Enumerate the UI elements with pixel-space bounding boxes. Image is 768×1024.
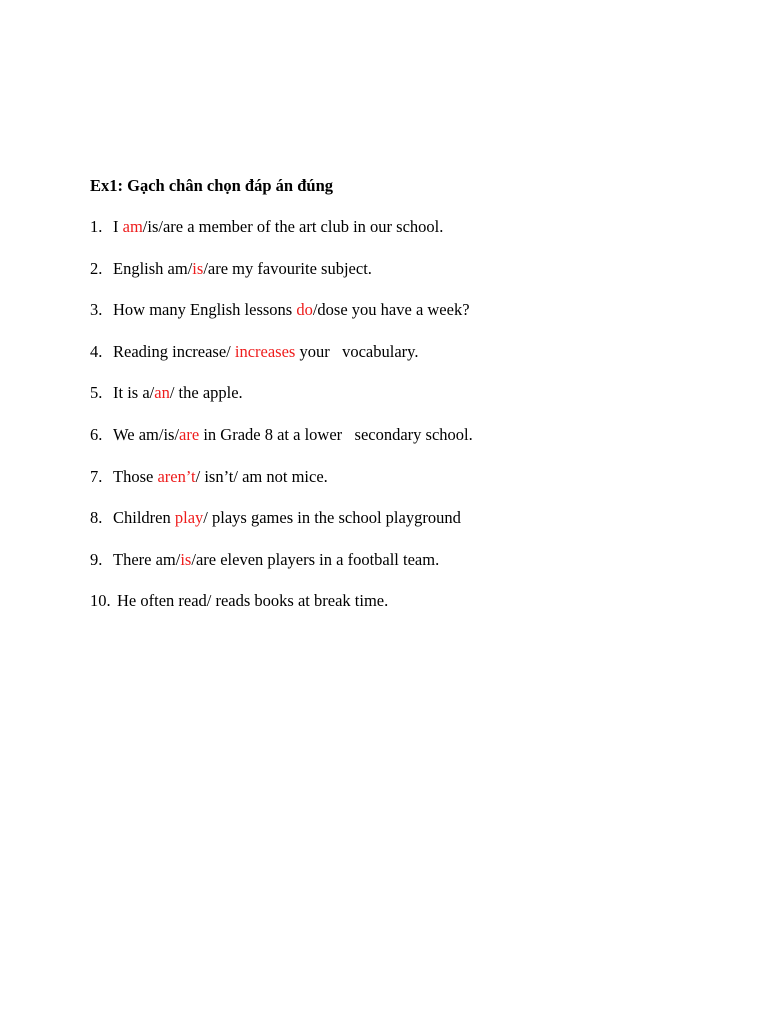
- item-text: Those: [113, 466, 158, 486]
- item-number: 10.: [90, 591, 111, 611]
- answer-highlight: is: [180, 549, 192, 569]
- item-text: We am/is/: [113, 424, 180, 444]
- answer-highlight: aren’t: [157, 466, 196, 486]
- item-text: There am/: [113, 549, 181, 569]
- exercise-item: [90, 591, 730, 611]
- answer-highlight: increases: [234, 341, 296, 361]
- item-text: / isn’t/ am not mice.: [195, 466, 328, 486]
- answer-highlight: is: [192, 258, 204, 278]
- item-number: 2.: [90, 258, 103, 278]
- item-number: 1.: [90, 217, 103, 236]
- exercise-item: [90, 508, 730, 528]
- item-number: 4.: [90, 341, 103, 361]
- exercise-item: [90, 300, 730, 320]
- item-number: 8.: [90, 508, 103, 528]
- exercise-content: [90, 176, 730, 633]
- answer-highlight: are: [179, 424, 200, 444]
- exercise-item: [90, 259, 730, 279]
- item-text: / the apple.: [169, 383, 243, 403]
- item-text: English am/: [113, 258, 193, 278]
- item-text: /are eleven players in a football team.: [191, 549, 440, 569]
- item-text: It is a/: [113, 383, 155, 403]
- exercise-item: [90, 217, 730, 237]
- item-text: Children: [113, 508, 175, 528]
- item-text: I: [113, 217, 123, 236]
- item-number: 7.: [90, 466, 103, 486]
- exercise-item: [90, 550, 730, 570]
- item-text: He often read/ reads books at break time.: [117, 591, 389, 611]
- item-number: 6.: [90, 424, 103, 444]
- exercise-title: Ex1: Gạch chân chọn đáp án đúng: [90, 176, 333, 195]
- item-text: /dose you have a week?: [312, 300, 470, 320]
- exercise-list: [90, 217, 730, 611]
- answer-highlight: an: [154, 383, 170, 403]
- item-text: How many English lessons: [113, 300, 297, 320]
- item-text: /is/are a member of the art club in our school.: [142, 217, 444, 236]
- answer-highlight: play: [174, 508, 204, 528]
- exercise-item: [90, 425, 730, 445]
- item-number: 5.: [90, 383, 103, 403]
- exercise-item: [90, 467, 730, 487]
- item-text: / plays games in the school playground: [203, 508, 461, 528]
- item-text: Reading increase/: [113, 341, 235, 361]
- exercise-item: [90, 342, 730, 362]
- answer-highlight: am: [122, 217, 143, 236]
- item-text: in Grade 8 at a lower secondary school.: [199, 424, 473, 444]
- answer-highlight: do: [296, 300, 313, 320]
- item-text: /are my favourite subject.: [203, 258, 372, 278]
- exercise-item: [90, 383, 730, 403]
- item-text: your vocabulary.: [295, 341, 419, 361]
- item-number: 3.: [90, 300, 103, 320]
- item-number: 9.: [90, 549, 103, 569]
